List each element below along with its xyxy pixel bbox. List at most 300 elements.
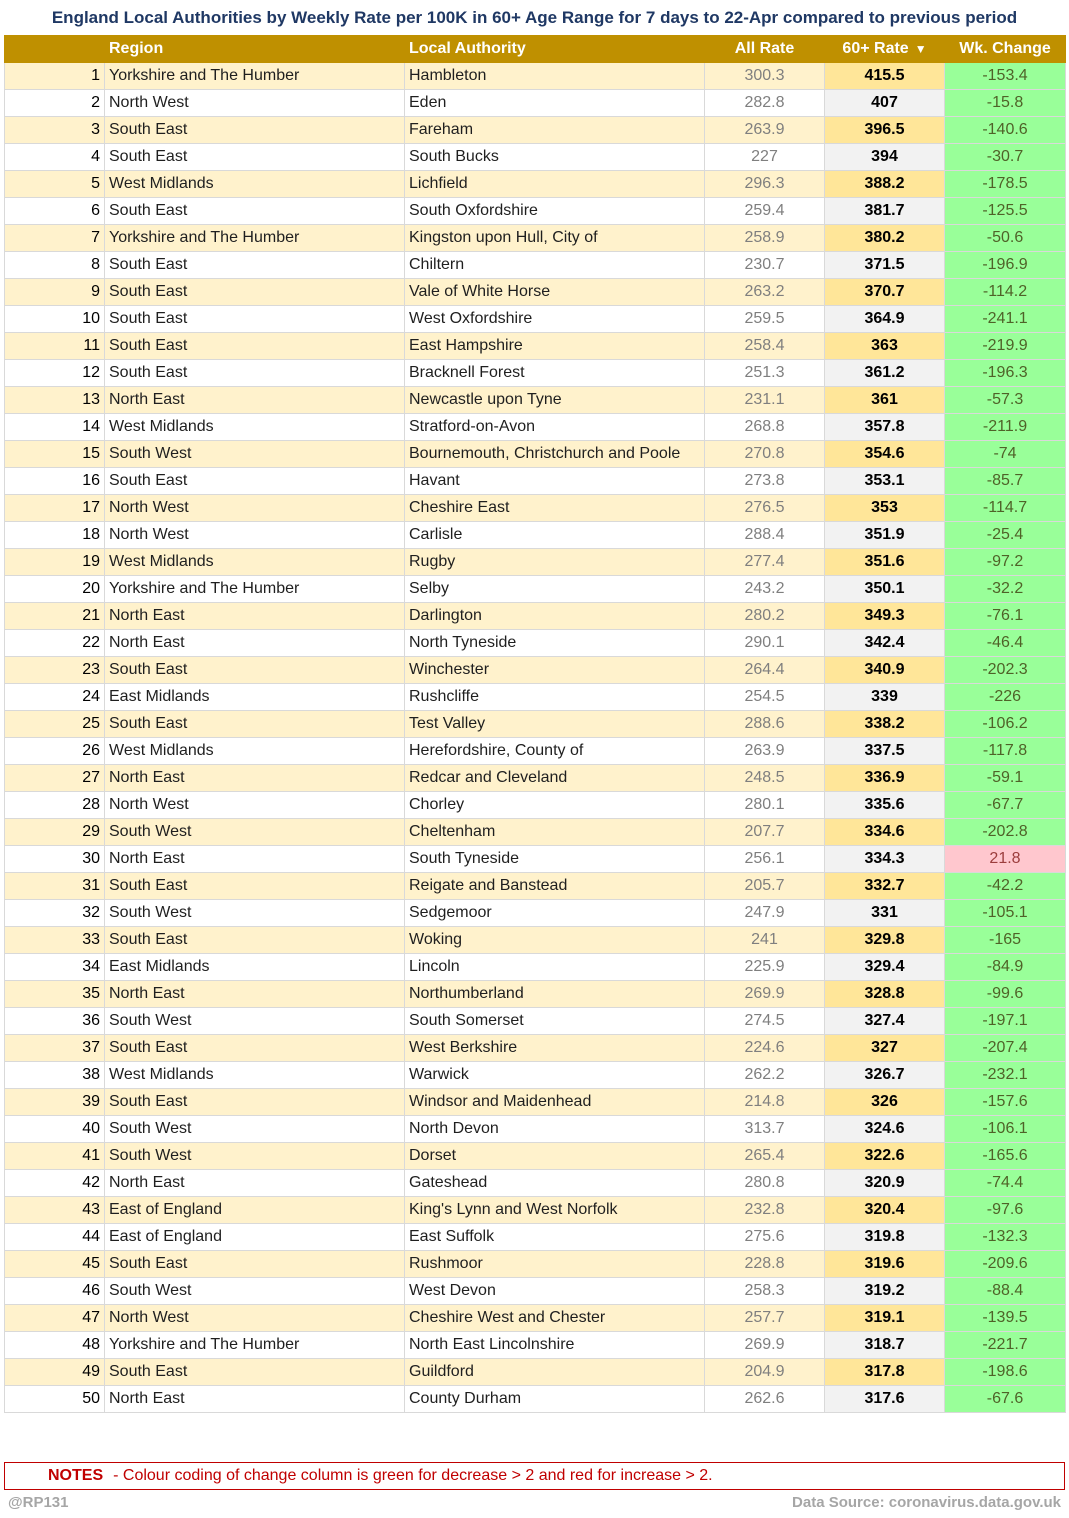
region-cell: North West: [105, 522, 405, 549]
local-authority-cell: Newcastle upon Tyne: [405, 387, 705, 414]
table-row: [5, 441, 1066, 468]
rank-cell: 13: [5, 387, 105, 414]
table-row: [5, 684, 1066, 711]
region-cell: North West: [105, 90, 405, 117]
region-cell: East Midlands: [105, 954, 405, 981]
all-rate-cell: 228.8: [705, 1251, 825, 1278]
rate-60-cell: 320.4: [825, 1197, 945, 1224]
table-row: [5, 414, 1066, 441]
local-authority-cell: Northumberland: [405, 981, 705, 1008]
wk-change-cell: -226: [945, 684, 1066, 711]
wk-change-cell: -59.1: [945, 765, 1066, 792]
rank-cell: 43: [5, 1197, 105, 1224]
table-row: [5, 1359, 1066, 1386]
region-cell: North East: [105, 846, 405, 873]
rate-60-cell: 334.3: [825, 846, 945, 873]
rank-cell: 38: [5, 1062, 105, 1089]
table-body: [5, 63, 1066, 1413]
header-all-rate[interactable]: All Rate: [705, 36, 825, 63]
wk-change-cell: -198.6: [945, 1359, 1066, 1386]
table-row: [5, 1170, 1066, 1197]
all-rate-cell: 269.9: [705, 1332, 825, 1359]
rank-cell: 39: [5, 1089, 105, 1116]
all-rate-cell: 288.6: [705, 711, 825, 738]
local-authority-cell: Woking: [405, 927, 705, 954]
region-cell: South West: [105, 1008, 405, 1035]
region-cell: South East: [105, 117, 405, 144]
table-row: [5, 954, 1066, 981]
region-cell: South West: [105, 1116, 405, 1143]
wk-change-cell: -74.4: [945, 1170, 1066, 1197]
header-rank: [5, 36, 105, 63]
all-rate-cell: 231.1: [705, 387, 825, 414]
local-authority-cell: Winchester: [405, 657, 705, 684]
rate-60-cell: 336.9: [825, 765, 945, 792]
rank-cell: 11: [5, 333, 105, 360]
rank-cell: 14: [5, 414, 105, 441]
table-row: [5, 1386, 1066, 1413]
rank-cell: 6: [5, 198, 105, 225]
local-authority-cell: Cheshire East: [405, 495, 705, 522]
wk-change-cell: -140.6: [945, 117, 1066, 144]
wk-change-cell: 21.8: [945, 846, 1066, 873]
rank-cell: 18: [5, 522, 105, 549]
rank-cell: 29: [5, 819, 105, 846]
wk-change-cell: -114.7: [945, 495, 1066, 522]
all-rate-cell: 247.9: [705, 900, 825, 927]
wk-change-cell: -139.5: [945, 1305, 1066, 1332]
table-row: [5, 522, 1066, 549]
table-row: [5, 252, 1066, 279]
region-cell: North West: [105, 1305, 405, 1332]
table-row: [5, 1035, 1066, 1062]
all-rate-cell: 204.9: [705, 1359, 825, 1386]
region-cell: South East: [105, 1359, 405, 1386]
wk-change-cell: -132.3: [945, 1224, 1066, 1251]
table-row: [5, 738, 1066, 765]
rank-cell: 35: [5, 981, 105, 1008]
table-row: [5, 333, 1066, 360]
table-row: [5, 495, 1066, 522]
all-rate-cell: 280.2: [705, 603, 825, 630]
region-cell: West Midlands: [105, 414, 405, 441]
rank-cell: 23: [5, 657, 105, 684]
region-cell: South East: [105, 1089, 405, 1116]
wk-change-cell: -209.6: [945, 1251, 1066, 1278]
wk-change-cell: -97.6: [945, 1197, 1066, 1224]
all-rate-cell: 241: [705, 927, 825, 954]
rate-60-cell: 319.1: [825, 1305, 945, 1332]
all-rate-cell: 205.7: [705, 873, 825, 900]
all-rate-cell: 262.2: [705, 1062, 825, 1089]
region-cell: West Midlands: [105, 738, 405, 765]
local-authority-cell: Darlington: [405, 603, 705, 630]
region-cell: South East: [105, 144, 405, 171]
table-row: [5, 1089, 1066, 1116]
region-cell: South East: [105, 1035, 405, 1062]
region-cell: South West: [105, 441, 405, 468]
rank-cell: 22: [5, 630, 105, 657]
rate-60-cell: 322.6: [825, 1143, 945, 1170]
rate-60-cell: 326: [825, 1089, 945, 1116]
wk-change-cell: -125.5: [945, 198, 1066, 225]
table-row: [5, 279, 1066, 306]
all-rate-cell: 313.7: [705, 1116, 825, 1143]
local-authority-cell: Bracknell Forest: [405, 360, 705, 387]
local-authority-cell: West Oxfordshire: [405, 306, 705, 333]
region-cell: South East: [105, 1251, 405, 1278]
rate-60-cell: 350.1: [825, 576, 945, 603]
wk-change-cell: -25.4: [945, 522, 1066, 549]
table-row: [5, 1251, 1066, 1278]
table-row: [5, 792, 1066, 819]
all-rate-cell: 254.5: [705, 684, 825, 711]
region-cell: North West: [105, 495, 405, 522]
local-authority-cell: North Tyneside: [405, 630, 705, 657]
rank-cell: 10: [5, 306, 105, 333]
local-authority-cell: Fareham: [405, 117, 705, 144]
all-rate-cell: 273.8: [705, 468, 825, 495]
notes-box: [4, 1462, 1065, 1490]
local-authority-cell: South Somerset: [405, 1008, 705, 1035]
rate-60-cell: 396.5: [825, 117, 945, 144]
rate-60-cell: 317.8: [825, 1359, 945, 1386]
wk-change-cell: -50.6: [945, 225, 1066, 252]
wk-change-cell: -99.6: [945, 981, 1066, 1008]
local-authority-cell: Cheltenham: [405, 819, 705, 846]
local-authority-cell: County Durham: [405, 1386, 705, 1413]
rank-cell: 24: [5, 684, 105, 711]
rate-60-cell: 329.8: [825, 927, 945, 954]
wk-change-cell: -106.2: [945, 711, 1066, 738]
rate-60-cell: 361: [825, 387, 945, 414]
table-row: [5, 198, 1066, 225]
rank-cell: 1: [5, 63, 105, 90]
table-row: [5, 468, 1066, 495]
rate-60-cell: 324.6: [825, 1116, 945, 1143]
rank-cell: 42: [5, 1170, 105, 1197]
local-authority-cell: West Berkshire: [405, 1035, 705, 1062]
all-rate-cell: 259.4: [705, 198, 825, 225]
rate-60-cell: 353.1: [825, 468, 945, 495]
region-cell: South East: [105, 198, 405, 225]
local-authority-cell: Cheshire West and Chester: [405, 1305, 705, 1332]
table-row: [5, 711, 1066, 738]
local-authority-cell: Guildford: [405, 1359, 705, 1386]
all-rate-cell: 300.3: [705, 63, 825, 90]
all-rate-cell: 258.3: [705, 1278, 825, 1305]
table-row: [5, 819, 1066, 846]
rate-60-cell: 342.4: [825, 630, 945, 657]
rank-cell: 48: [5, 1332, 105, 1359]
local-authority-cell: Warwick: [405, 1062, 705, 1089]
local-authority-cell: Selby: [405, 576, 705, 603]
rate-60-cell: 354.6: [825, 441, 945, 468]
region-cell: North East: [105, 1170, 405, 1197]
wk-change-cell: -30.7: [945, 144, 1066, 171]
table-row: [5, 873, 1066, 900]
all-rate-cell: 243.2: [705, 576, 825, 603]
rank-cell: 34: [5, 954, 105, 981]
table-row: [5, 603, 1066, 630]
region-cell: North East: [105, 765, 405, 792]
table-row: [5, 657, 1066, 684]
rate-60-cell: 327.4: [825, 1008, 945, 1035]
rate-60-cell: 328.8: [825, 981, 945, 1008]
wk-change-cell: -165.6: [945, 1143, 1066, 1170]
table-row: [5, 306, 1066, 333]
local-authority-cell: North East Lincolnshire: [405, 1332, 705, 1359]
region-cell: North East: [105, 630, 405, 657]
table-row: [5, 117, 1066, 144]
table-row: [5, 630, 1066, 657]
data-source: Data Source: coronavirus.data.gov.uk: [792, 1494, 1061, 1511]
region-cell: South East: [105, 927, 405, 954]
rank-cell: 26: [5, 738, 105, 765]
local-authority-cell: Stratford-on-Avon: [405, 414, 705, 441]
rates-table: [4, 35, 1066, 1413]
rank-cell: 27: [5, 765, 105, 792]
local-authority-cell: East Suffolk: [405, 1224, 705, 1251]
local-authority-cell: Rugby: [405, 549, 705, 576]
all-rate-cell: 290.1: [705, 630, 825, 657]
local-authority-cell: Herefordshire, County of: [405, 738, 705, 765]
header-60-rate-label: 60+ Rate: [842, 40, 909, 57]
all-rate-cell: 269.9: [705, 981, 825, 1008]
rank-cell: 9: [5, 279, 105, 306]
rate-60-cell: 337.5: [825, 738, 945, 765]
header-local-authority[interactable]: Local Authority: [405, 36, 705, 63]
all-rate-cell: 258.9: [705, 225, 825, 252]
rank-cell: 25: [5, 711, 105, 738]
author-credit: @RP131: [8, 1494, 69, 1511]
all-rate-cell: 227: [705, 144, 825, 171]
all-rate-cell: 265.4: [705, 1143, 825, 1170]
region-cell: East Midlands: [105, 684, 405, 711]
local-authority-cell: Havant: [405, 468, 705, 495]
table-row: [5, 981, 1066, 1008]
all-rate-cell: 280.8: [705, 1170, 825, 1197]
wk-change-cell: -67.6: [945, 1386, 1066, 1413]
all-rate-cell: 214.8: [705, 1089, 825, 1116]
rate-60-cell: 351.6: [825, 549, 945, 576]
rank-cell: 15: [5, 441, 105, 468]
rate-60-cell: 320.9: [825, 1170, 945, 1197]
wk-change-cell: -57.3: [945, 387, 1066, 414]
table-row: [5, 1008, 1066, 1035]
rank-cell: 28: [5, 792, 105, 819]
table-row: [5, 225, 1066, 252]
all-rate-cell: 275.6: [705, 1224, 825, 1251]
region-cell: South East: [105, 279, 405, 306]
wk-change-cell: -241.1: [945, 306, 1066, 333]
local-authority-cell: Test Valley: [405, 711, 705, 738]
rate-60-cell: 407: [825, 90, 945, 117]
local-authority-cell: Vale of White Horse: [405, 279, 705, 306]
all-rate-cell: 259.5: [705, 306, 825, 333]
wk-change-cell: -74: [945, 441, 1066, 468]
rate-60-cell: 319.8: [825, 1224, 945, 1251]
rank-cell: 37: [5, 1035, 105, 1062]
wk-change-cell: -165: [945, 927, 1066, 954]
table-row: [5, 1332, 1066, 1359]
notes-label: NOTES: [48, 1467, 104, 1484]
local-authority-cell: King's Lynn and West Norfolk: [405, 1197, 705, 1224]
rank-cell: 3: [5, 117, 105, 144]
region-cell: Yorkshire and The Humber: [105, 576, 405, 603]
table-row: [5, 1305, 1066, 1332]
rate-60-cell: 329.4: [825, 954, 945, 981]
rate-60-cell: 339: [825, 684, 945, 711]
wk-change-cell: -219.9: [945, 333, 1066, 360]
table-row: [5, 900, 1066, 927]
table-row: [5, 1062, 1066, 1089]
wk-change-cell: -197.1: [945, 1008, 1066, 1035]
local-authority-cell: South Bucks: [405, 144, 705, 171]
all-rate-cell: 224.6: [705, 1035, 825, 1062]
region-cell: West Midlands: [105, 1062, 405, 1089]
rate-60-cell: 317.6: [825, 1386, 945, 1413]
rate-60-cell: 349.3: [825, 603, 945, 630]
region-cell: South West: [105, 1278, 405, 1305]
table-row: [5, 171, 1066, 198]
wk-change-cell: -85.7: [945, 468, 1066, 495]
rate-60-cell: 380.2: [825, 225, 945, 252]
wk-change-cell: -196.3: [945, 360, 1066, 387]
all-rate-cell: 288.4: [705, 522, 825, 549]
local-authority-cell: Chorley: [405, 792, 705, 819]
rate-60-cell: 326.7: [825, 1062, 945, 1089]
local-authority-cell: Hambleton: [405, 63, 705, 90]
rank-cell: 50: [5, 1386, 105, 1413]
rank-cell: 44: [5, 1224, 105, 1251]
wk-change-cell: -46.4: [945, 630, 1066, 657]
local-authority-cell: West Devon: [405, 1278, 705, 1305]
rate-60-cell: 327: [825, 1035, 945, 1062]
wk-change-cell: -221.7: [945, 1332, 1066, 1359]
local-authority-cell: Reigate and Banstead: [405, 873, 705, 900]
rate-60-cell: 361.2: [825, 360, 945, 387]
table-row: [5, 549, 1066, 576]
header-region[interactable]: Region: [105, 36, 405, 63]
rank-cell: 8: [5, 252, 105, 279]
rate-60-cell: 319.6: [825, 1251, 945, 1278]
rank-cell: 7: [5, 225, 105, 252]
rank-cell: 36: [5, 1008, 105, 1035]
header-60-rate[interactable]: [825, 36, 945, 63]
region-cell: Yorkshire and The Humber: [105, 1332, 405, 1359]
region-cell: South West: [105, 819, 405, 846]
rate-60-cell: 335.6: [825, 792, 945, 819]
table-row: [5, 846, 1066, 873]
all-rate-cell: 251.3: [705, 360, 825, 387]
all-rate-cell: 296.3: [705, 171, 825, 198]
all-rate-cell: 256.1: [705, 846, 825, 873]
wk-change-cell: -211.9: [945, 414, 1066, 441]
all-rate-cell: 232.8: [705, 1197, 825, 1224]
region-cell: Yorkshire and The Humber: [105, 225, 405, 252]
region-cell: East of England: [105, 1197, 405, 1224]
local-authority-cell: Redcar and Cleveland: [405, 765, 705, 792]
rate-60-cell: 357.8: [825, 414, 945, 441]
table-row: [5, 765, 1066, 792]
table-row: [5, 360, 1066, 387]
local-authority-cell: Dorset: [405, 1143, 705, 1170]
rank-cell: 20: [5, 576, 105, 603]
wk-change-cell: -153.4: [945, 63, 1066, 90]
local-authority-cell: Lichfield: [405, 171, 705, 198]
region-cell: North East: [105, 981, 405, 1008]
region-cell: West Midlands: [105, 171, 405, 198]
rate-60-cell: 334.6: [825, 819, 945, 846]
wk-change-cell: -202.8: [945, 819, 1066, 846]
rate-60-cell: 332.7: [825, 873, 945, 900]
local-authority-cell: Rushmoor: [405, 1251, 705, 1278]
region-cell: North East: [105, 603, 405, 630]
header-wk-change[interactable]: Wk. Change: [945, 36, 1066, 63]
wk-change-cell: -196.9: [945, 252, 1066, 279]
region-cell: South East: [105, 711, 405, 738]
rate-60-cell: 353: [825, 495, 945, 522]
region-cell: South East: [105, 873, 405, 900]
page-title: England Local Authorities by Weekly Rate per 100K in 60+ Age Range for 7 days to 22-Apr compared to previous period: [51, 8, 1018, 27]
wk-change-cell: -105.1: [945, 900, 1066, 927]
local-authority-cell: Windsor and Maidenhead: [405, 1089, 705, 1116]
region-cell: South East: [105, 252, 405, 279]
rate-60-cell: 363: [825, 333, 945, 360]
all-rate-cell: 248.5: [705, 765, 825, 792]
rate-60-cell: 338.2: [825, 711, 945, 738]
rank-cell: 4: [5, 144, 105, 171]
wk-change-cell: -106.1: [945, 1116, 1066, 1143]
table-row: [5, 90, 1066, 117]
rate-60-cell: 340.9: [825, 657, 945, 684]
all-rate-cell: 263.2: [705, 279, 825, 306]
local-authority-cell: South Tyneside: [405, 846, 705, 873]
wk-change-cell: -117.8: [945, 738, 1066, 765]
all-rate-cell: 258.4: [705, 333, 825, 360]
local-authority-cell: South Oxfordshire: [405, 198, 705, 225]
all-rate-cell: 264.4: [705, 657, 825, 684]
rate-60-cell: 388.2: [825, 171, 945, 198]
table-row: [5, 387, 1066, 414]
rank-cell: 12: [5, 360, 105, 387]
rank-cell: 40: [5, 1116, 105, 1143]
table-row: [5, 144, 1066, 171]
all-rate-cell: 262.6: [705, 1386, 825, 1413]
local-authority-cell: Sedgemoor: [405, 900, 705, 927]
wk-change-cell: -84.9: [945, 954, 1066, 981]
table-header-row: [5, 36, 1066, 63]
table-row: [5, 1116, 1066, 1143]
local-authority-cell: Lincoln: [405, 954, 705, 981]
rank-cell: 17: [5, 495, 105, 522]
wk-change-cell: -202.3: [945, 657, 1066, 684]
local-authority-cell: Eden: [405, 90, 705, 117]
region-cell: West Midlands: [105, 549, 405, 576]
region-cell: South East: [105, 360, 405, 387]
table-row: [5, 1224, 1066, 1251]
wk-change-cell: -76.1: [945, 603, 1066, 630]
local-authority-cell: Bournemouth, Christchurch and Poole: [405, 441, 705, 468]
all-rate-cell: 274.5: [705, 1008, 825, 1035]
rank-cell: 41: [5, 1143, 105, 1170]
region-cell: East of England: [105, 1224, 405, 1251]
all-rate-cell: 282.8: [705, 90, 825, 117]
sort-descending-icon[interactable]: ▼: [914, 42, 927, 56]
rank-cell: 30: [5, 846, 105, 873]
all-rate-cell: 277.4: [705, 549, 825, 576]
